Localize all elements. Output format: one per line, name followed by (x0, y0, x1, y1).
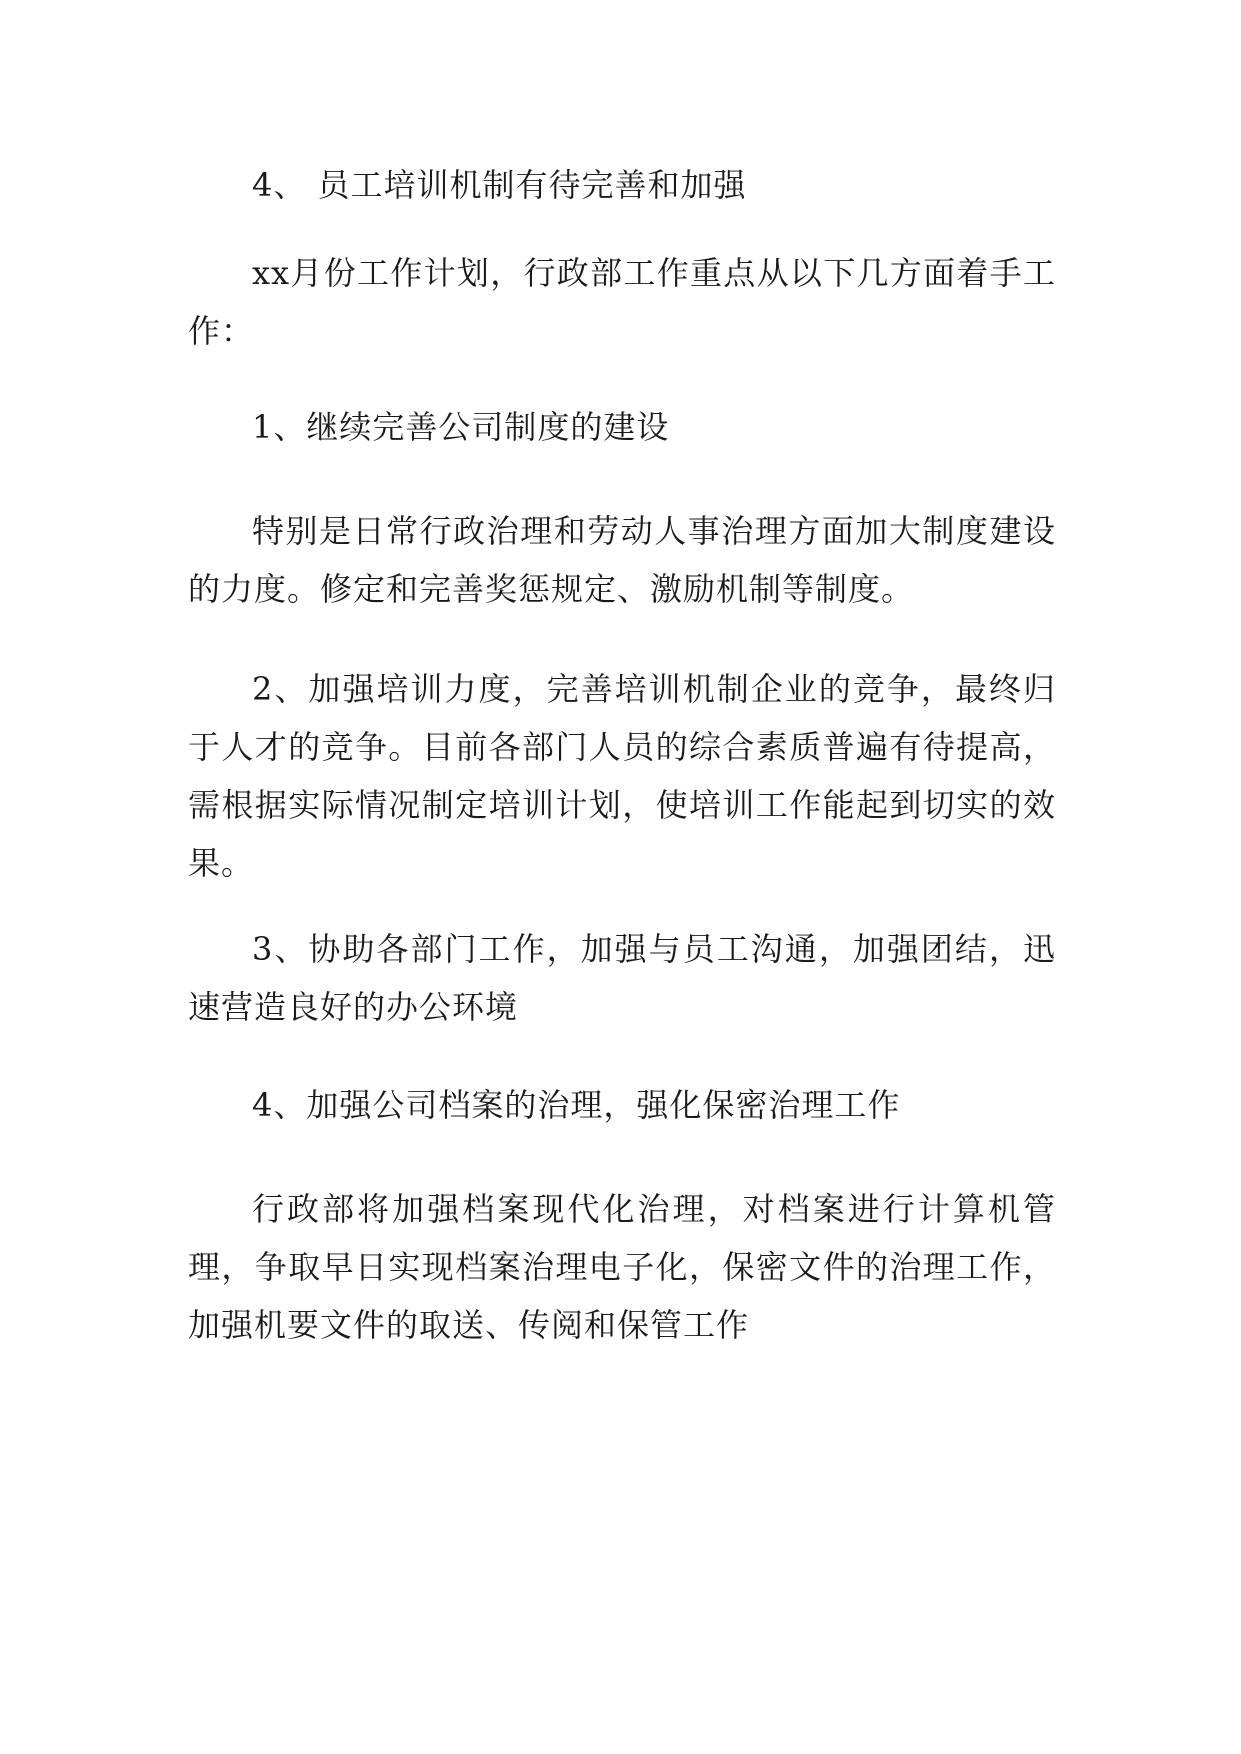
item2-paragraph (188, 660, 1056, 892)
item3-body: 3、协助各部门工作，加强与员工沟通，加强团结，迅速营造良好的办公环境 (188, 930, 1056, 1026)
item1-heading (188, 398, 1056, 456)
intro-paragraph (188, 244, 1056, 360)
item1-paragraph (188, 502, 1056, 618)
training-heading (188, 156, 1056, 214)
item1-title: 1、继续完善公司制度的建设 (252, 408, 670, 446)
item4-body: 行政部将加强档案现代化治理，对档案进行计算机管理，争取早日实现档案治理电子化，保密文件的治理工作，加强机要文件的取送、传阅和保管工作 (188, 1190, 1056, 1344)
training-heading-text: 4、 员工培训机制有待完善和加强 (252, 166, 747, 204)
item1-body: 特别是日常行政治理和劳动人事治理方面加大制度建设的力度。修定和完善奖惩规定、激励机制等制度。 (188, 512, 1056, 608)
item4-heading (188, 1076, 1056, 1134)
item4-paragraph (188, 1180, 1056, 1354)
item2-body: 2、加强培训力度，完善培训机制企业的竞争，最终归于人才的竞争。目前各部门人员的综合素质普遍有待提高，需根据实际情况制定培训计划，使培训工作能起到切实的效果。 (188, 670, 1056, 882)
item4-title: 4、加强公司档案的治理，强化保密治理工作 (252, 1086, 901, 1124)
item3-paragraph (188, 920, 1056, 1036)
intro-text: xx月份工作计划，行政部工作重点从以下几方面着手工作： (188, 254, 1056, 350)
